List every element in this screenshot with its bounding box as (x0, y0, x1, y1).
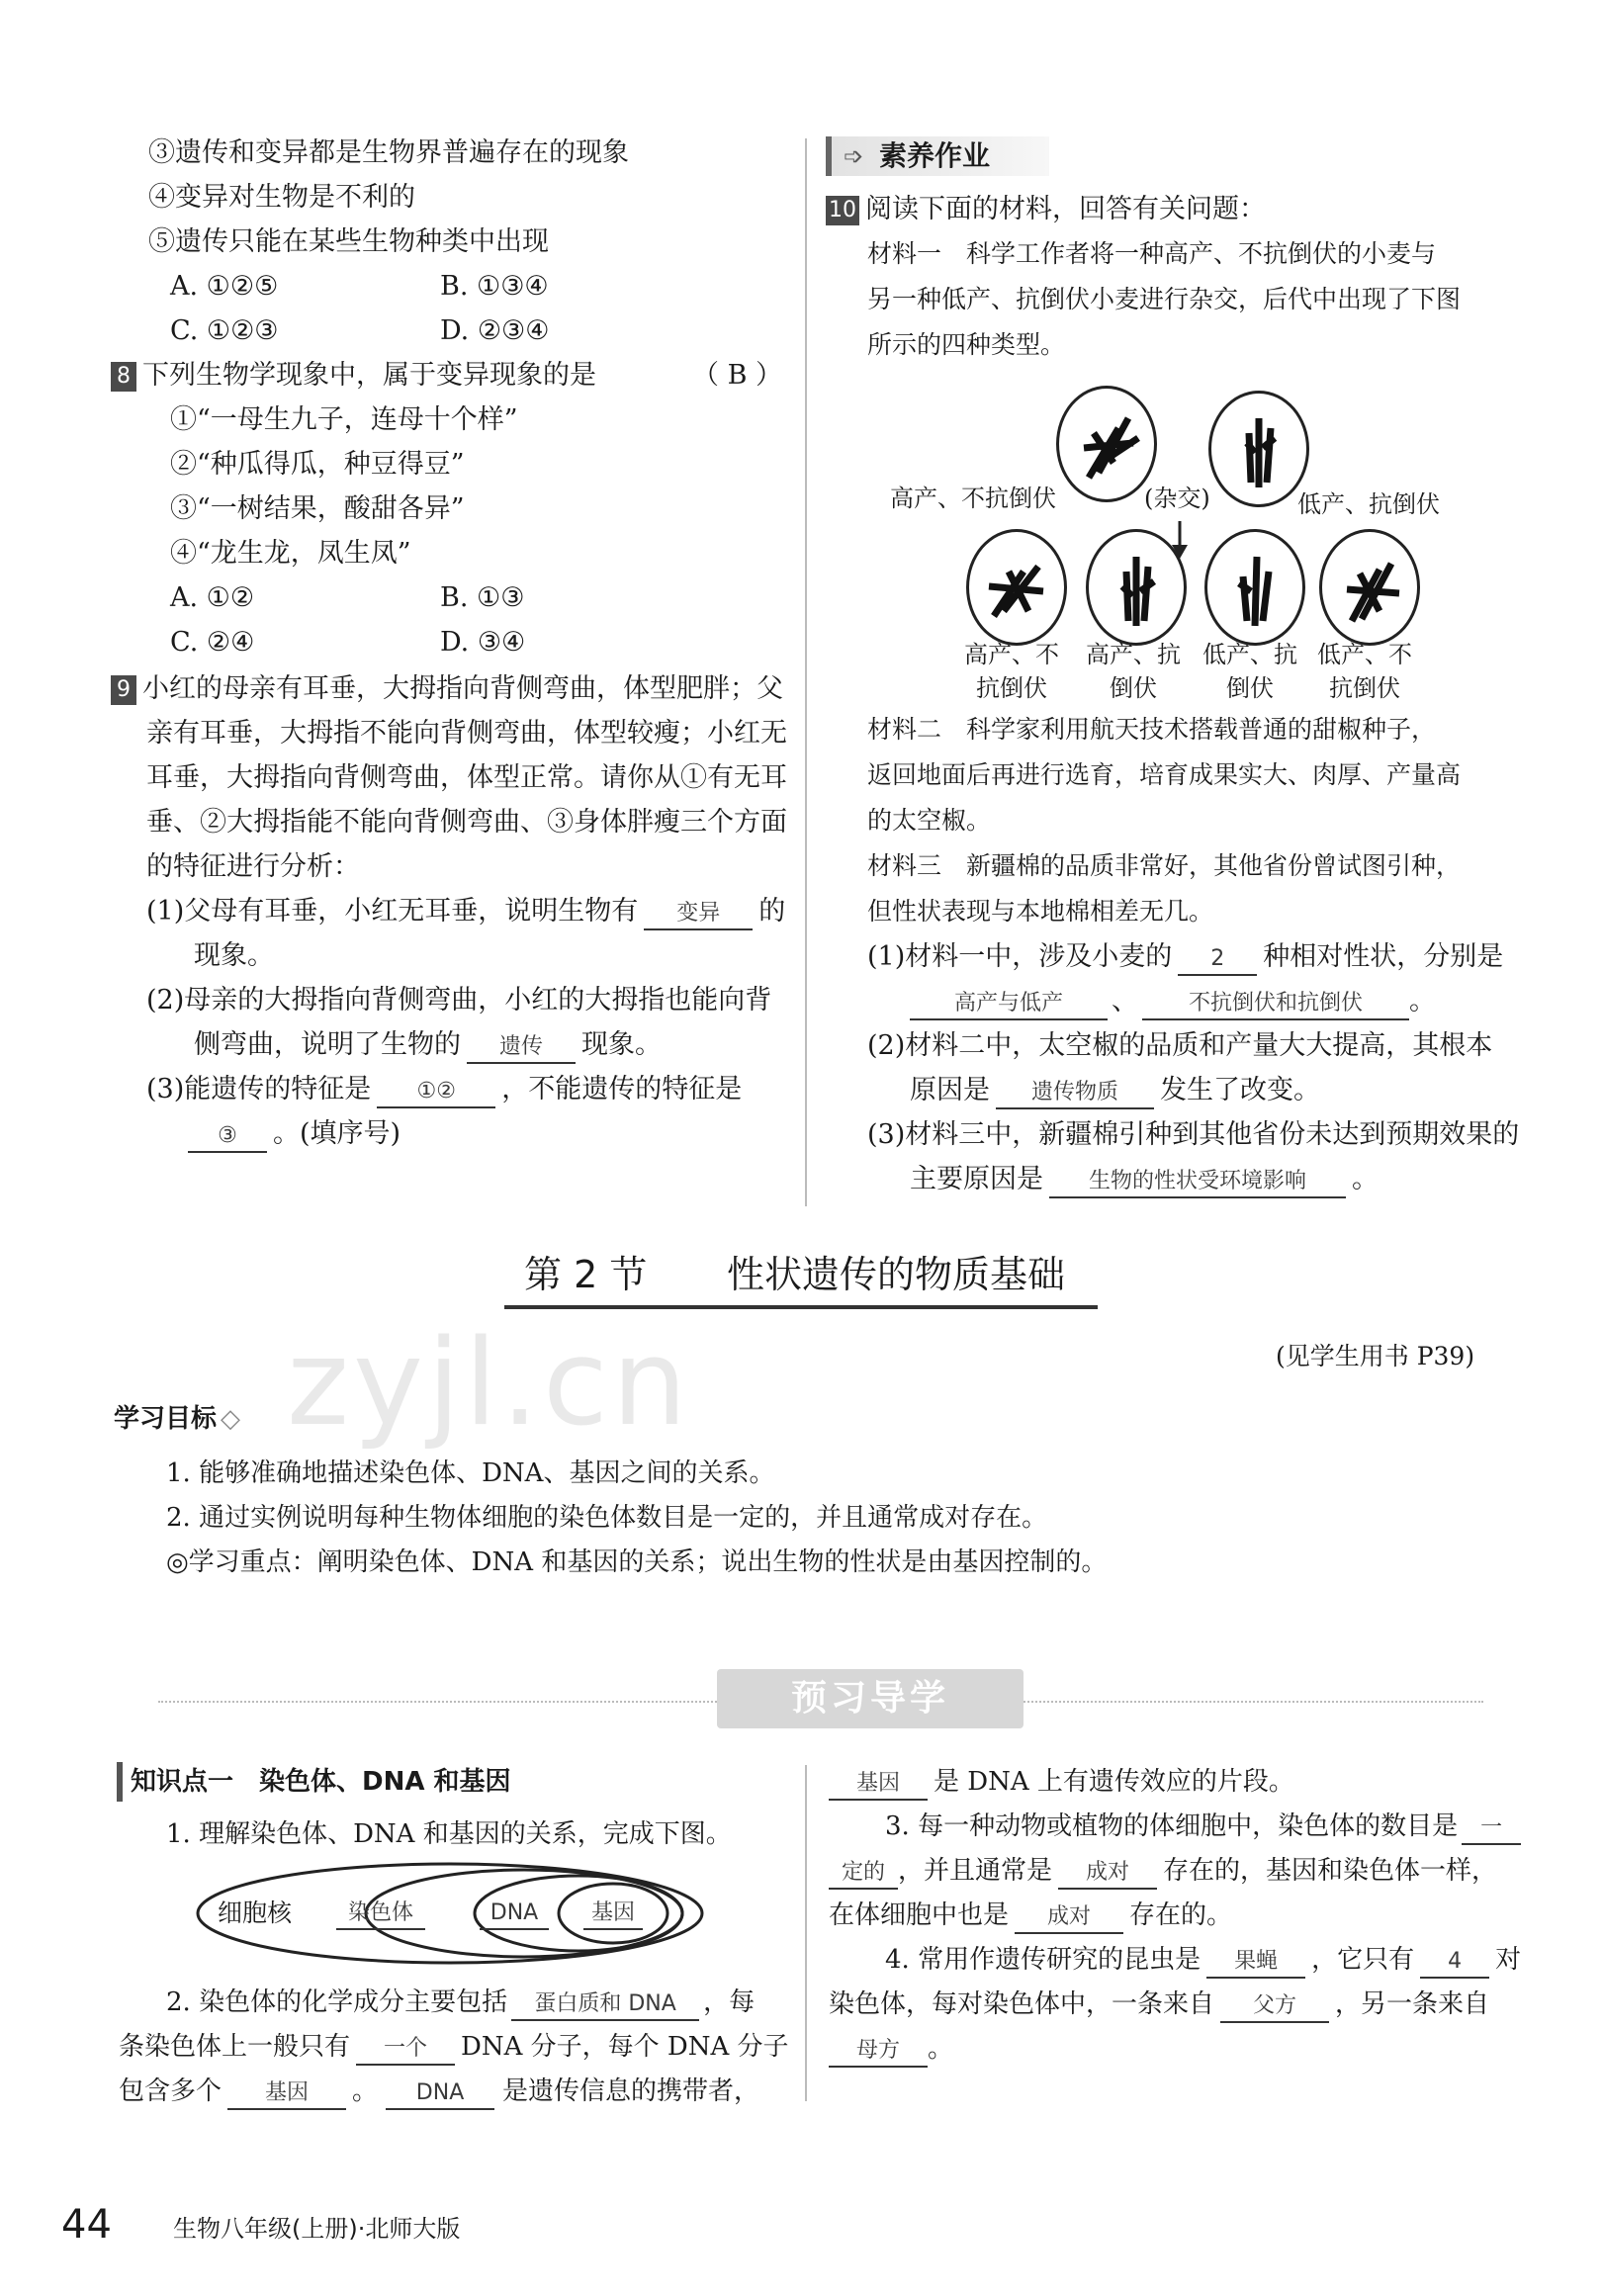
q10-p1-answer3: 不抗倒伏和抗倒伏 (1142, 989, 1409, 1020)
q9-part3 (146, 1070, 742, 1109)
q8-item-4: ④“龙生龙，凤生凤” (170, 538, 411, 569)
book-title: 生物八年级(上册)·北师大版 (173, 2215, 461, 2243)
q9-part1 (146, 892, 785, 931)
k3-text5: 存在的。 (1129, 1900, 1233, 1930)
q9-part3-cont (188, 1114, 400, 1154)
k2-line1 (166, 1983, 755, 2022)
offspring-plant-2 (1086, 529, 1187, 646)
k4-line2 (829, 1985, 1489, 2024)
offspring-4-label (1317, 638, 1412, 705)
k2-answer2: 一个 (356, 2034, 455, 2066)
k4-text2: ，它只有 (1311, 1945, 1415, 1975)
q9-p3-text: (3)能遗传的特征是 (146, 1074, 372, 1104)
goals-label-text: 学习目标 (114, 1404, 218, 1434)
section-number: 第 2 节 (524, 1253, 648, 1296)
q10-p3-end: 。 (1352, 1164, 1379, 1194)
q10-p1-answer2: 高产与低产 (910, 989, 1108, 1020)
k4-text6: 。 (928, 2034, 954, 2064)
q9-p1-suffix: 的 (758, 896, 786, 927)
diamond-icon: ◇ (221, 1404, 241, 1434)
q10-p1-end: 。 (1409, 986, 1436, 1016)
k4-text5: ，另一条来自 (1335, 1989, 1490, 2019)
watermark: zyjl.cn (287, 1315, 691, 1453)
k4-text4: 染色体，每对染色体中，一条来自 (829, 1989, 1215, 2019)
q9-p2-text: 侧弯曲，说明了生物的 (194, 1029, 461, 1060)
k2-line2 (119, 2027, 789, 2067)
q10-part2: (2)材料二中，太空椒的品质和产量大大提高，其根本 (867, 1030, 1493, 1061)
goal-2: 2. 通过实例说明每种生物体细胞的染色体数目是一定的，并且通常成对存在。 (166, 1503, 1048, 1533)
column-divider-bottom (805, 1765, 807, 2101)
q10-part1-cont (910, 982, 1436, 1021)
section-header (826, 136, 1049, 176)
k2-text2: ，每 (703, 1987, 756, 2017)
q8-stem-text: 下列生物学现象中，属于变异现象的是 (142, 360, 596, 391)
goals-label (114, 1399, 240, 1439)
q10-p2-text: 原因是 (910, 1075, 990, 1105)
k2-text8: 是 DNA 上有遗传效应的片段。 (934, 1767, 1294, 1797)
section-title: 性状遗传的物质基础 (727, 1253, 1066, 1296)
choice-a: A. ①②⑤ (170, 271, 279, 302)
q8-number: 8 (111, 362, 136, 392)
k3-answer1b: 定的 (829, 1858, 898, 1890)
k2-answer3: 基因 (227, 2078, 346, 2110)
q8-answer: （ B ） (692, 360, 783, 391)
k2-text1: 2. 染色体的化学成分主要包括 (166, 1987, 508, 2017)
q10-p1-answer: 2 (1178, 944, 1257, 976)
wheat-icon (1211, 394, 1306, 504)
q10-p1-text: (1)材料一中，涉及小麦的 (867, 941, 1173, 972)
q9-number: 9 (111, 675, 136, 705)
ellipse-label-nucleus: 细胞核 (218, 1899, 293, 1927)
k3-line2 (829, 1851, 1497, 1891)
q9-stem-4: 垂、②大拇指能不能向背侧弯曲、③身体胖瘦三个方面 (146, 807, 787, 838)
knowledge-title: 知识点一 染色体、DNA 和基因 (117, 1762, 511, 1802)
k4-answer3: 父方 (1220, 1991, 1329, 2023)
q9-stem-3: 耳垂，大拇指向背侧弯曲，体型正常。请你从①有无耳 (146, 762, 787, 793)
page-number: 44 (61, 2202, 112, 2248)
q9-p3-answer1: ①② (377, 1077, 495, 1108)
banner (717, 1669, 1024, 1728)
k3-text1: 3. 每一种动物或植物的体细胞中，染色体的数目是 (885, 1811, 1459, 1841)
q8-item-1: ①“一母生九子，连母十个样” (170, 404, 518, 435)
k3-answer1a: 一 (1462, 1813, 1521, 1845)
material3-line1: 材料三 新疆棉的品质非常好，其他省份曾试图引种， (867, 851, 1462, 880)
q10-p3-text: 主要原因是 (910, 1164, 1043, 1194)
k2-line4 (829, 1762, 1294, 1802)
k2-answer5: 基因 (829, 1769, 928, 1801)
q9-part2: (2)母亲的大拇指向背侧弯曲，小红的大拇指也能向背 (146, 985, 772, 1016)
wheat-icon (1089, 532, 1184, 643)
q9-p1-answer: 变异 (644, 899, 753, 930)
q9-p2-suffix: 现象。 (581, 1029, 662, 1060)
k3-line3 (829, 1896, 1232, 1935)
k3-text4: 在体细胞中也是 (829, 1900, 1010, 1930)
choice-b: B. ①③④ (440, 271, 549, 302)
k4-answer2: 4 (1420, 1947, 1489, 1979)
q10-part3-cont (910, 1160, 1379, 1199)
k2-answer4: DNA (386, 2078, 494, 2110)
q10-part1 (867, 937, 1503, 977)
goal-key: ◎学习重点：阐明染色体、DNA 和基因的关系；说出生物的性状是由基因控制的。 (166, 1547, 1108, 1577)
offspring-2-label (1086, 638, 1181, 705)
offspring-1-label (964, 638, 1059, 705)
q9-part2-cont (194, 1025, 662, 1065)
k1: 1. 理解染色体、DNA 和基因的关系，完成下图。 (166, 1819, 732, 1849)
k2-text4: DNA 分子，每个 DNA 分子 (461, 2032, 789, 2062)
offspring-3-line1: 低产、抗 (1202, 641, 1297, 668)
offspring-plant-1 (966, 529, 1067, 646)
student-book-ref: (见学生用书 P39) (1276, 1342, 1475, 1370)
q10-part3: (3)材料三中，新疆棉引种到其他省份未达到预期效果的 (867, 1119, 1520, 1150)
material2-line2: 返回地面后再进行选育，培育成果实大、肉厚、产量高 (867, 760, 1462, 789)
q10-p1-mid: 种相对性状，分别是 (1263, 941, 1504, 972)
offspring-3-label (1202, 638, 1297, 705)
column-divider (805, 138, 807, 1206)
k2-text7: 是遗传信息的携带者， (502, 2076, 760, 2106)
parent-right-label: 低产、抗倒伏 (1297, 490, 1440, 518)
option-3: ③遗传和变异都是生物界普遍存在的现象 (148, 137, 629, 168)
wheat-icon (1059, 389, 1154, 499)
k4-text1: 4. 常用作遗传研究的昆虫是 (885, 1945, 1202, 1975)
offspring-plant-3 (1204, 529, 1305, 646)
banner-text: 预习导学 (790, 1678, 949, 1719)
ellipse-label-chromosome: 染色体 (336, 1899, 425, 1930)
k2-line3 (119, 2072, 759, 2111)
k4-answer4: 母方 (829, 2036, 928, 2068)
choice-d: D. ②③④ (440, 315, 550, 346)
q9-stem-5: 的特征进行分析： (146, 851, 360, 882)
offspring-2-line1: 高产、抗 (1086, 641, 1181, 668)
q10-p3-answer: 生物的性状受环境影响 (1049, 1167, 1346, 1198)
material2-line3: 的太空椒。 (867, 806, 992, 835)
k2-answer1: 蛋白质和 DNA (511, 1989, 699, 2021)
parent-plant-left (1056, 386, 1157, 502)
k3-text3: 存在的，基因和染色体一样， (1163, 1856, 1498, 1886)
offspring-4-line2: 抗倒伏 (1329, 674, 1400, 702)
q8-item-3: ③“一树结果，酸甜各异” (170, 493, 465, 524)
k2-text5: 包含多个 (119, 2076, 222, 2106)
q8-choice-a: A. ①② (170, 582, 255, 613)
k4-text3: 对 (1495, 1945, 1522, 1975)
q8-choice-c: C. ②④ (170, 627, 255, 658)
choice-c: C. ①②③ (170, 315, 279, 346)
q10-p2-answer: 遗传物质 (996, 1078, 1154, 1109)
k4-line3 (829, 2029, 953, 2069)
material2-line1: 材料二 科学家利用航天技术搭载普通的甜椒种子， (867, 715, 1437, 744)
k3-text2: ，并且通常是 (898, 1856, 1053, 1886)
q9-p3-suffix: 。(填序号) (273, 1118, 401, 1149)
q9-p2-answer: 遗传 (467, 1032, 576, 1064)
q10-stem-text: 阅读下面的材料，回答有关问题： (865, 194, 1266, 224)
option-5: ⑤遗传只能在某些生物种类中出现 (148, 226, 549, 257)
q9-p1-cont: 现象。 (194, 940, 274, 971)
k2-text6: 。 (352, 2076, 379, 2106)
offspring-3-line2: 倒伏 (1226, 674, 1274, 702)
k3-answer2: 成对 (1058, 1858, 1157, 1890)
k4-answer1: 果蝇 (1206, 1947, 1305, 1979)
q10-number: 10 (826, 196, 859, 225)
q9-stem-2: 亲有耳垂，大拇指不能向背侧弯曲，体型较瘦；小红无 (146, 718, 787, 749)
material1-line2: 另一种低产、抗倒伏小麦进行杂交，后代中出现了下图 (867, 285, 1462, 313)
section-header-title: 素养作业 (879, 139, 991, 172)
k3-line1 (885, 1807, 1521, 1846)
offspring-plant-4 (1319, 529, 1420, 646)
q8-choice-d: D. ③④ (440, 627, 526, 658)
wheat-icon (1322, 532, 1417, 643)
ellipse-label-dna: DNA (480, 1899, 549, 1930)
q9-stem-text: 小红的母亲有耳垂，大拇指向背侧弯曲，体型肥胖；父 (142, 673, 783, 704)
wheat-icon (969, 532, 1064, 643)
arrow-icon: ➩ (844, 142, 864, 170)
offspring-1-line1: 高产、不 (964, 641, 1059, 668)
goal-1: 1. 能够准确地描述染色体、DNA、基因之间的关系。 (166, 1458, 775, 1488)
material1-line3: 所示的四种类型。 (867, 330, 1066, 359)
option-4: ④变异对生物是不利的 (148, 182, 415, 213)
parent-plant-right (1208, 391, 1309, 507)
q8-item-2: ②“种瓜得瓜，种豆得豆” (170, 449, 465, 480)
q10-stem (826, 190, 1266, 229)
offspring-1-line2: 抗倒伏 (976, 674, 1047, 702)
q10-part2-cont (910, 1071, 1320, 1110)
offspring-2-line2: 倒伏 (1110, 674, 1157, 702)
q8-stem (111, 356, 596, 396)
material1-line1: 材料一 科学工作者将一种高产、不抗倒伏的小麦与 (867, 239, 1437, 268)
q10-p2-end: 发生了改变。 (1160, 1075, 1320, 1105)
q9-stem-1 (111, 669, 783, 709)
k2-text3: 条染色体上一般只有 (119, 2032, 351, 2062)
cross-label: (杂交) (1144, 485, 1210, 512)
parent-left-label: 高产、不抗倒伏 (890, 485, 1056, 512)
q9-p1-text: (1)父母有耳垂，小红无耳垂，说明生物有 (146, 896, 639, 927)
offspring-4-line1: 低产、不 (1317, 641, 1412, 668)
ellipse-label-gene: 基因 (583, 1899, 643, 1930)
k3-answer3: 成对 (1015, 1902, 1123, 1934)
q9-p3-mid: ，不能遗传的特征是 (501, 1074, 743, 1104)
k4-line1 (885, 1940, 1521, 1980)
q9-p3-answer2: ③ (188, 1121, 267, 1153)
wheat-icon (1207, 532, 1302, 643)
q8-choice-b: B. ①③ (440, 582, 525, 613)
q10-p1-sep: 、 (1112, 986, 1138, 1016)
material3-line2: 但性状表现与本地棉相差无几。 (867, 897, 1214, 926)
section-title-bar (504, 1246, 1098, 1309)
